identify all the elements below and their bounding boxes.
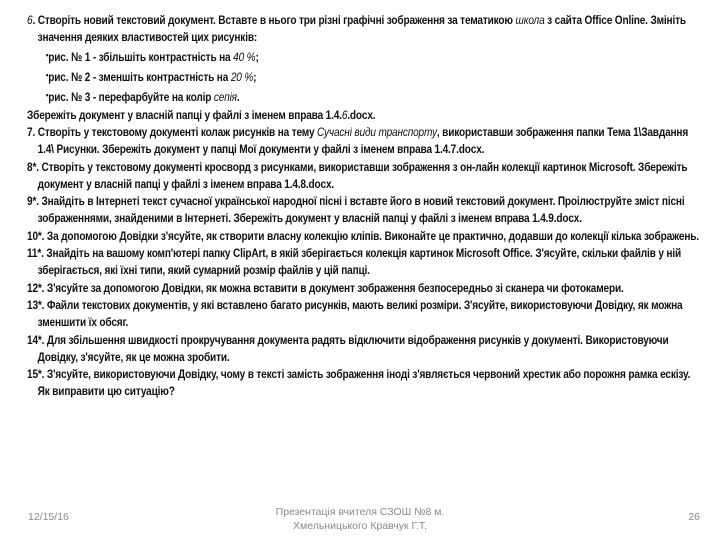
text-run: 8*. Створіть у текстовому документі кросворд з рисунками, використавши зображення з он-лайн колекції картинок Microsoft. Збережіть документ у власній папці у файлі з іменем вправа 1.4.8.docx. <box>27 159 688 191</box>
task-paragraph <box>27 297 699 331</box>
emphasis-text: 6 <box>27 13 33 27</box>
task-paragraph <box>27 12 699 46</box>
text-run: ; <box>253 70 257 84</box>
bullet-item <box>27 87 699 106</box>
task-paragraph <box>27 228 699 245</box>
bullet-icon: • <box>45 50 49 60</box>
bullet-item <box>27 67 699 86</box>
text-run: 11*. Знайдіть на вашому комп'ютері папку ClipArt, в якій зберігається колекція картинок Microsoft Office. З'ясуйте, скільки файлів у ній зберігається, які їхні типи, який сумарний розмір файлів у цій папці. <box>27 246 682 277</box>
task-paragraph <box>27 280 699 297</box>
text-run: рис. № 2 - зменшіть контрастність на <box>48 70 231 84</box>
task-paragraph <box>27 124 699 158</box>
bullet-icon: • <box>45 70 49 80</box>
slide-body <box>27 12 699 400</box>
text-run: , використавши зображення папки Тема 1\Завдання 1.4\ Рисунки. Збережіть документ у папці Мої документи у файлі з іменем вправа 1.4.7.docx. <box>37 125 689 156</box>
footer-credit-line-1: Презентація вчителя СЗОШ №8 м. <box>275 506 445 518</box>
text-run: 12*. З'ясуйте за допомогою Довідки, як можна вставити в документ зображення безпосередньо зі сканера чи фотокамери. <box>27 280 624 295</box>
emphasis-text: 40 % <box>233 50 256 64</box>
task-paragraph <box>27 245 699 279</box>
task-paragraph <box>27 107 699 124</box>
text-run: .docx. <box>347 107 376 122</box>
text-run: Збережіть документ у власній папці у файлі з іменем вправа 1.4. <box>27 107 342 122</box>
text-run: 7. Створіть у текстовому документі колаж рисунків на тему <box>27 125 318 139</box>
text-run: 15*. З'ясуйте, використовуючи Довідку, чому в тексті замість зображення іноді з'являється червоний хрестик або порожня рамка ескізу. Як виправити цю ситуацію? <box>27 367 691 398</box>
slide-number: 26 <box>688 511 700 523</box>
emphasis-text: Сучасні види транспорту <box>317 125 437 139</box>
task-paragraph <box>27 366 699 400</box>
footer-credit-line-2: Хмельницького Кравчук Г.Т. <box>293 520 427 532</box>
emphasis-text: 20 % <box>230 70 254 84</box>
text-run: . Створіть новий текстовий документ. Вставте в нього три різні графічні зображення за тематикою <box>32 13 516 27</box>
text-run: 13*. Файли текстових документів, у які вставлено багато рисунків, мають великі розміри. З'ясуйте, використовуючи Довідку, як можна зменшити їх обсяг. <box>27 298 683 329</box>
text-run: 14*. Для збільшення швидкості прокручування документа радять відключити відображення рисунків у документі. Використовуючи Довідку, з'ясуйте, як це можна зробити. <box>27 332 669 364</box>
text-run: 9*. Знайдіть в Інтернеті текст сучасної української народної пісні і вставте його в новий текстовий документ. Проілюструйте зміст пісні зображеннями, знайденими в Інтернеті. Збережіть документ у власній папці у файлі з іменем вправа 1.4.9.docx. <box>27 194 685 225</box>
bullet-item <box>27 47 699 66</box>
emphasis-text: 6 <box>341 107 348 122</box>
text-run: . <box>236 90 240 104</box>
footer-credit <box>180 505 540 533</box>
footer-date: 12/15/16 <box>28 511 69 523</box>
text-run: з сайта Office Online. Змініть значення деяких властивостей цих рисунків: <box>37 13 686 44</box>
text-run: рис. № 3 - перефарбуйте на колір <box>48 90 214 104</box>
bullet-icon: • <box>45 90 49 100</box>
task-paragraph <box>27 159 699 193</box>
emphasis-text: сепія <box>213 90 237 104</box>
text-run: ; <box>255 50 259 64</box>
text-run: 10*. За допомогою Довідки з'ясуйте, як створити власну колекцію кліпів. Виконайте це практично, додавши до колекції кілька зображень. <box>27 228 699 243</box>
text-run: рис. № 1 - збільшіть контрастність на <box>48 50 234 64</box>
task-paragraph <box>27 332 699 366</box>
emphasis-text: школа <box>515 13 545 27</box>
task-paragraph <box>27 193 699 227</box>
